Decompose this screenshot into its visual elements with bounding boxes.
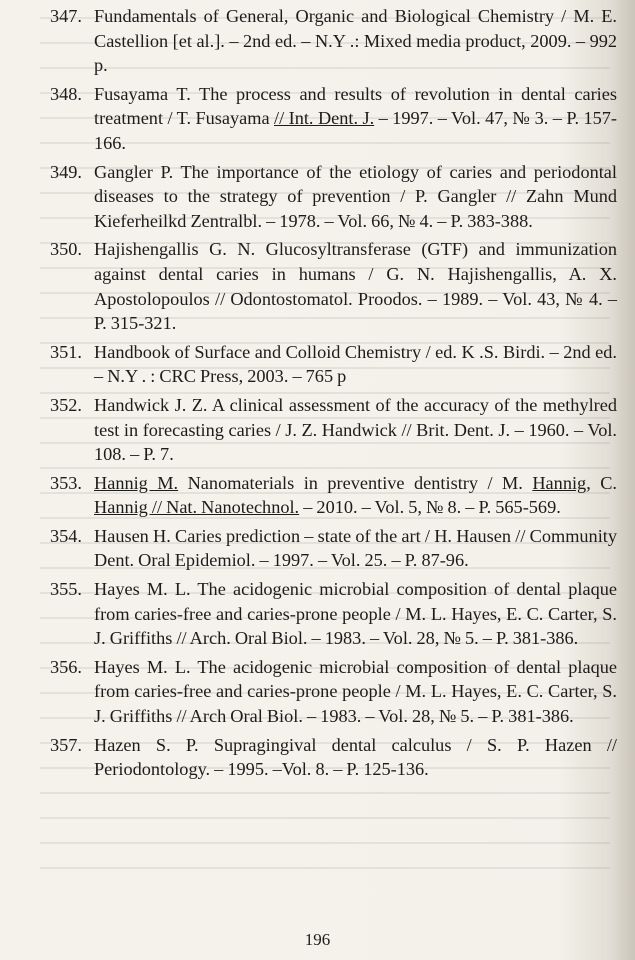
underlined-citation-fragment: // Int. Dent. J. bbox=[274, 108, 375, 129]
reference-number: 352. bbox=[50, 394, 82, 415]
citation-fragment: Hausen H. Caries prediction – state of the art / H. Hausen // Community Dent. Oral Epidemiol. – 1997. – Vol. 25. – P. 87-96. bbox=[94, 525, 617, 571]
underlined-citation-fragment: Hannig bbox=[532, 472, 587, 493]
reference-entry bbox=[50, 82, 617, 156]
citation-fragment: Gangler P. The importance of the etiology of caries and periodontal diseases to the strategy of prevention / P. Gangler // Zahn Mund Kieferheilkd Zentralbl. – 1978. – Vol. 66, № 4. – P. 383-388. bbox=[94, 161, 617, 231]
reference-number: 351. bbox=[50, 341, 82, 362]
reference-text bbox=[94, 340, 617, 389]
reference-text bbox=[94, 82, 617, 156]
citation-fragment: – 2010. – Vol. 5, № 8. – P. 565-569. bbox=[299, 497, 561, 518]
reference-text bbox=[94, 577, 617, 651]
reference-entry bbox=[50, 733, 617, 782]
reference-entry bbox=[50, 655, 617, 729]
reference-number: 349. bbox=[50, 161, 82, 182]
reference-number: 348. bbox=[50, 83, 82, 104]
reference-number: 357. bbox=[50, 734, 82, 755]
reference-number: 347. bbox=[50, 6, 82, 26]
reference-text bbox=[94, 237, 617, 335]
reference-text bbox=[94, 393, 617, 467]
reference-entry bbox=[50, 471, 617, 520]
citation-fragment: Fundamentals of General, Organic and Biological Chemistry / M. E. Castellion [et al.]. – 2nd ed. – N.Y .: Mixed media product, 2009. – 992 p. bbox=[94, 6, 617, 76]
reference-entry bbox=[50, 160, 617, 234]
underlined-citation-fragment: Hannig M. bbox=[94, 472, 179, 493]
underlined-citation-fragment: Hannig // Nat. Nanotechnol. bbox=[94, 497, 300, 518]
reference-number: 350. bbox=[50, 239, 82, 260]
reference-entry bbox=[50, 4, 617, 78]
reference-text bbox=[94, 4, 617, 78]
reference-number: 356. bbox=[50, 656, 82, 677]
reference-text bbox=[94, 471, 617, 520]
citation-fragment: , C. bbox=[586, 472, 618, 493]
page-number: 196 bbox=[304, 930, 331, 949]
citation-fragment: Hajishengallis G. N. Glucosyltransferase (GTF) and immunization against dental caries in humans / G. N. Hajishengallis, A. X. Apostolopoulos // Odontostomatol. Proodos. – 1989. – Vol. 43, № 4. – P. 315-321. bbox=[94, 239, 617, 334]
reference-number: 354. bbox=[50, 525, 82, 546]
citation-fragment: Handbook of Surface and Colloid Chemistry / ed. K .S. Birdi. – 2nd ed. – N.Y . : CRC Press, 2003. – 765 p bbox=[94, 341, 617, 387]
citation-fragment: Nanomaterials in preventive dentistry / M. bbox=[178, 472, 533, 493]
reference-entry bbox=[50, 237, 617, 335]
reference-entry bbox=[50, 577, 617, 651]
reference-entry bbox=[50, 524, 617, 573]
reference-text bbox=[94, 524, 617, 573]
citation-fragment: Handwick J. Z. A clinical assessment of the accuracy of the methylred test in forecasting caries / J. Z. Handwick // Brit. Dent. J. – 1960. – Vol. 108. – P. 7. bbox=[94, 394, 617, 465]
reference-list bbox=[50, 4, 617, 786]
reference-entry bbox=[50, 393, 617, 467]
reference-entry bbox=[50, 340, 617, 389]
citation-fragment: – 1997. – Vol. 47, № 3. – P. 157-166. bbox=[94, 108, 617, 153]
reference-text bbox=[94, 655, 617, 729]
citation-fragment: Hayes M. L. The acidogenic microbial composition of dental plaque from caries-free and caries-prone people / M. L. Hayes, E. C. Carter, S. J. Griffiths // Arch. Oral Biol. – 1983. – Vol. 28, № 5. – P. 381-386. bbox=[94, 579, 617, 649]
citation-fragment: Fusayama T. The process and results of revolution in dental caries treatment / T. Fusayama bbox=[94, 83, 617, 129]
citation-fragment: Hayes M. L. The acidogenic microbial composition of dental plaque from caries-free and caries-prone people / M. L. Hayes, E. C. Carter, S. J. Griffiths // Arch Oral Biol. – 1983. – Vol. 28, № 5. – P. 381-386. bbox=[94, 656, 617, 727]
citation-fragment: Hazen S. P. Supragingival dental calculus / S. P. Hazen // Periodontology. – 1995. –Vol. 8. – P. 125-136. bbox=[94, 734, 617, 780]
reference-text bbox=[94, 160, 617, 234]
reference-number: 353. bbox=[50, 472, 82, 493]
reference-text bbox=[94, 733, 617, 782]
reference-number: 355. bbox=[50, 579, 82, 600]
